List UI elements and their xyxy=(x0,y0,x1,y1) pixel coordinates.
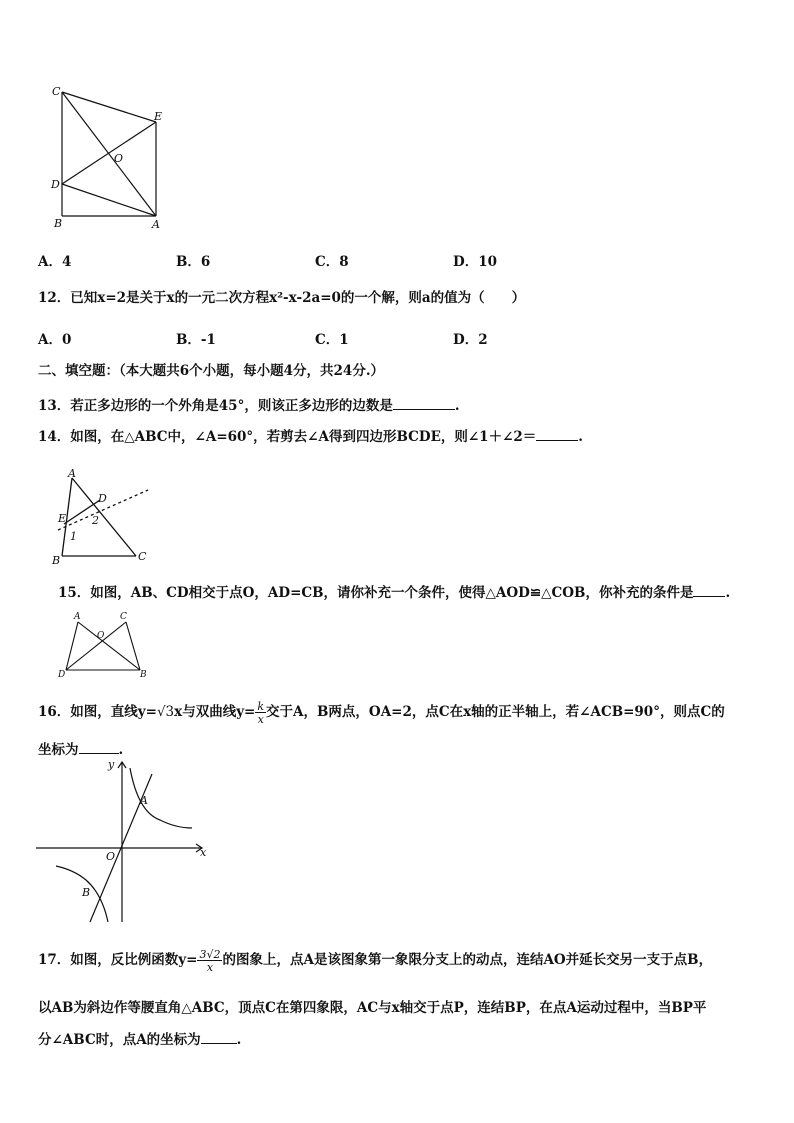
q16-question xyxy=(38,700,725,725)
fraction-denominator: x xyxy=(257,712,264,726)
q17-text-2: 的图象上，点A是该图象第一象限分支上的动点，连结AO并延长交另一支于点B， xyxy=(222,952,713,968)
answer-blank xyxy=(201,1043,237,1044)
q17-question xyxy=(38,948,712,973)
q16-question-line2 xyxy=(38,738,123,758)
fraction-3root2-over-x xyxy=(197,949,222,973)
label-A: A xyxy=(68,468,76,480)
q17-text-3: 分∠ABC时，点A的坐标为 xyxy=(38,1032,201,1048)
q11-option-d: D．10 xyxy=(453,254,497,270)
label-O: O xyxy=(97,631,105,641)
q14-end: . xyxy=(578,429,583,445)
label-B: B xyxy=(140,670,147,680)
q12-option-d: D．2 xyxy=(453,332,488,348)
q11-option-b: B．6 xyxy=(176,254,211,270)
q12-question: 12．已知x=2是关于x的一元二次方程x²-x-2a=0的一个解，则a的值为（ ） xyxy=(38,290,526,306)
section-heading: 二、填空题：（本大题共6个小题，每小题4分，共24分.） xyxy=(38,363,385,379)
label-E: E xyxy=(58,512,67,525)
q16-end: . xyxy=(118,742,124,758)
q13-end: . xyxy=(454,398,460,414)
q11-option-a: A．4 xyxy=(38,254,72,270)
q16-text-1: 16．如图，直线y= xyxy=(38,704,157,720)
label-A: A xyxy=(152,218,160,231)
axis-label-y: y xyxy=(108,758,115,771)
sqrt-3: √3 xyxy=(156,704,175,720)
fraction-numerator: k xyxy=(257,699,265,713)
label-2: 2 xyxy=(92,514,99,527)
q17-text-1: 17．如图，反比例函数y= xyxy=(38,952,198,968)
answer-blank xyxy=(393,409,455,410)
label-A: A xyxy=(140,794,148,807)
answer-blank xyxy=(79,753,119,754)
label-B: B xyxy=(52,554,61,567)
q11-option-c: C．8 xyxy=(315,254,349,270)
label-D: D xyxy=(51,178,60,191)
q17-question-line2: 以AB为斜边作等腰直角△ABC，顶点C在第四象限，AC与x轴交于点P，连结BP，在点A运动过程中，当BP平 xyxy=(38,1000,707,1016)
q14-text: 14．如图，在△ABC中，∠A=60°，若剪去∠A得到四边形BCDE，则∠1＋∠2＝ xyxy=(38,429,537,445)
q17-question-line3 xyxy=(38,1028,241,1048)
q16-text-2: x与双曲线y= xyxy=(174,704,256,720)
label-O: O xyxy=(106,850,116,863)
fraction-k-over-x xyxy=(255,701,266,725)
label-C: C xyxy=(120,612,127,622)
label-1: 1 xyxy=(70,530,77,543)
q15-text: 15．如图，AB、CD相交于点O，AD=CB，请你补充一个条件，使得△AOD≌△COB，你补充的条件是 xyxy=(58,585,694,601)
fraction-denominator: x xyxy=(206,960,214,974)
answer-blank xyxy=(693,596,725,597)
label-O: O xyxy=(114,152,124,165)
figure-line-hyperbola xyxy=(36,756,216,924)
q16-text-3: 交于A，B两点，OA=2，点C在x轴的正半轴上，若∠ACB=90°，则点C的 xyxy=(266,704,725,720)
label-B: B xyxy=(82,886,91,899)
figure-triangle-cut xyxy=(48,468,158,568)
label-A: A xyxy=(74,612,81,622)
axis-label-x: x xyxy=(200,846,207,859)
q13-text: 13．若正多边形的一个外角是45°，则该正多边形的边数是 xyxy=(38,398,393,414)
q12-option-b: B．-1 xyxy=(176,332,216,348)
q12-option-a: A．0 xyxy=(38,332,72,348)
label-C: C xyxy=(52,85,61,98)
label-E: E xyxy=(154,110,163,123)
fraction-numerator: 3√2 xyxy=(199,947,221,961)
q16-text-4: 坐标为 xyxy=(38,742,79,758)
q13-question xyxy=(38,394,460,414)
label-C: C xyxy=(138,550,147,563)
figure-crossing-segments xyxy=(56,608,152,680)
q12-option-c: C．1 xyxy=(315,332,349,348)
label-D: D xyxy=(98,492,107,505)
label-D: D xyxy=(58,670,66,680)
answer-blank xyxy=(536,440,578,441)
q15-end: . xyxy=(725,585,731,601)
figure-square-diagram xyxy=(46,82,176,232)
q15-question xyxy=(58,581,730,601)
label-B: B xyxy=(54,217,63,230)
q17-end: . xyxy=(236,1032,242,1048)
q14-question xyxy=(38,425,583,445)
